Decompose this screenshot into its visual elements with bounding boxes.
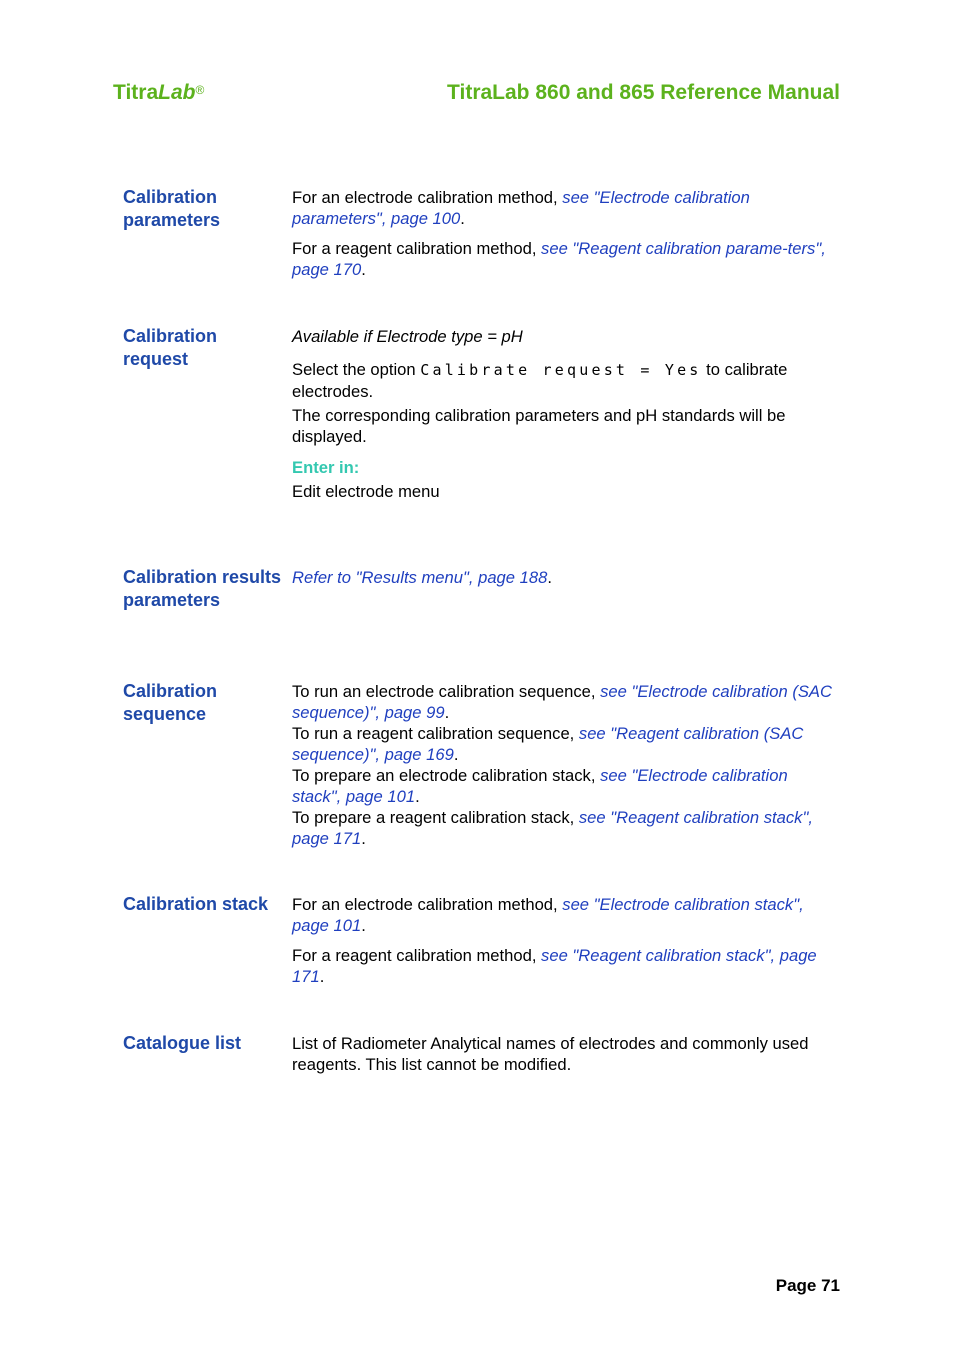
term-calibration-parameters: Calibration parameters	[123, 187, 221, 230]
text: .	[460, 209, 465, 228]
desc-calibration-results-parameters	[292, 567, 837, 588]
link-reagent-calibration-sac[interactable]: see "Reagent calibration (SAC sequence)", page 169	[292, 724, 804, 764]
text: .	[361, 916, 366, 935]
text: to calibrate electrodes.	[292, 360, 788, 401]
page-number: Page 71	[775, 1276, 840, 1295]
link-reagent-calibration-stack-2[interactable]: see "Reagent calibration stack", page 171	[292, 946, 817, 986]
link-reagent-calibration-parameters[interactable]: see "Reagent calibration parame-ters", page 170	[292, 239, 826, 279]
manual-title: TitraLab 860 and 865 Reference Manual	[447, 81, 840, 104]
brand-logo	[113, 82, 204, 103]
registered-mark: ®	[195, 83, 205, 97]
link-results-menu[interactable]: Refer to "Results menu", page 188	[292, 568, 548, 587]
calibration-standards-text: The corresponding calibration parameters and pH standards will be displayed.	[292, 406, 786, 446]
option-code: Calibrate request = Yes	[420, 361, 702, 379]
text: .	[547, 568, 552, 587]
text: To prepare a reagent calibration stack,	[292, 808, 579, 827]
text: Select the option	[292, 360, 421, 379]
enter-in-label: Enter in:	[292, 458, 360, 477]
text: .	[453, 745, 459, 764]
enter-in-value: Edit electrode menu	[292, 482, 440, 501]
link-electrode-calibration-sac[interactable]: see "Electrode calibration (SAC sequence)", page 99	[292, 682, 832, 722]
desc-catalogue-list	[292, 1033, 837, 1075]
text: .	[361, 260, 366, 279]
availability-note: Available if Electrode type = pH	[292, 327, 523, 346]
brand-suffix: Lab	[158, 81, 196, 104]
text: .	[415, 787, 420, 806]
text: .	[319, 967, 325, 986]
link-electrode-calibration-stack[interactable]: see "Electrode calibration stack", page 101	[292, 766, 788, 806]
desc-calibration-sequence	[292, 681, 837, 849]
desc-calibration-stack	[292, 894, 837, 987]
text: For an electrode calibration method,	[292, 895, 563, 914]
term-catalogue-list: Catalogue list	[123, 1033, 242, 1053]
brand-prefix: Titra	[113, 81, 159, 104]
term-calibration-request: Calibration request	[123, 326, 218, 369]
term-calibration-sequence: Calibration sequence	[123, 681, 218, 724]
link-reagent-calibration-stack[interactable]: see "Reagent calibration stack", page 171	[292, 808, 813, 848]
text: To run a reagent calibration sequence,	[292, 724, 579, 743]
term-calibration-stack: Calibration stack	[123, 894, 269, 914]
term-calibration-results-parameters: Calibration results parameters	[123, 567, 282, 610]
text: To run an electrode calibration sequence,	[292, 682, 601, 701]
text: .	[361, 829, 366, 848]
desc-calibration-parameters	[292, 187, 837, 280]
text: .	[444, 703, 450, 722]
desc-calibration-request	[292, 326, 837, 502]
link-electrode-calibration-parameters[interactable]: see "Electrode calibration parameters", page 100	[292, 188, 750, 228]
link-electrode-calibration-stack-2[interactable]: see "Electrode calibration stack", page 101	[292, 895, 804, 935]
text: For a reagent calibration method,	[292, 239, 542, 258]
text: To prepare an electrode calibration stack,	[292, 766, 601, 785]
catalogue-text: List of Radiometer Analytical names of electrodes and commonly used reagents. This list cannot be modified.	[292, 1034, 809, 1074]
text: For a reagent calibration method,	[292, 946, 542, 965]
text: For an electrode calibration method,	[292, 188, 563, 207]
